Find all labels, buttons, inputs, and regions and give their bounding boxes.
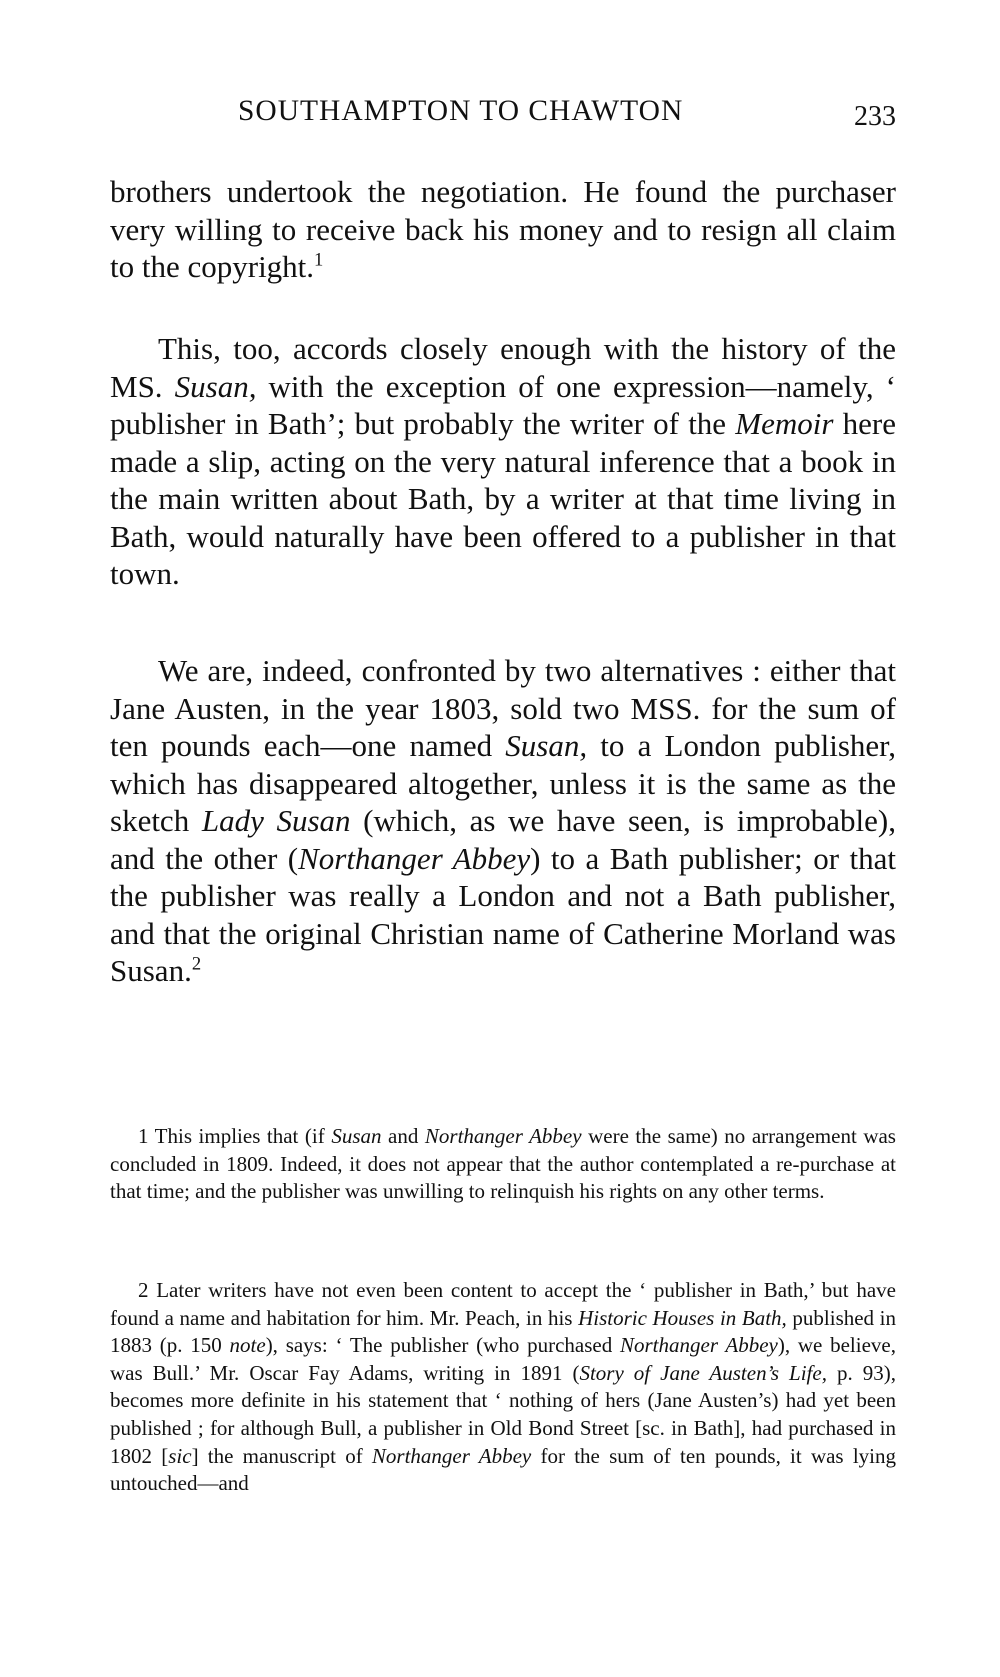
paragraph-2-text: This, too, accords closely enough with the history of the MS.: [110, 331, 896, 404]
title-historic-houses: Historic Houses in Bath,: [578, 1305, 787, 1330]
footnote-1-text: were the same) no arrangement was concluded in 1809. Indeed, it does not appear that the author contemplated a re-purchase at that time; and the publisher was unwilling to relinquish his rights on any other terms.: [110, 1124, 896, 1204]
title-susan: Susan: [331, 1124, 382, 1148]
title-story-of-jane-austen: Story of Jane Austen’s Life,: [579, 1360, 827, 1385]
footnote-1: [110, 1123, 896, 1206]
title-memoir: Memoir: [735, 406, 834, 441]
paragraph-3-text: to a London publisher, which has disappeared altogether, unless it is the same as the sketch: [110, 728, 896, 838]
footnote-marker-2: 2: [138, 1278, 149, 1302]
footnote-2-text: Later writers have not even been content to accept the ‘ publisher in Bath,’ but have found a name and habitation for him. Mr. Peach, in his: [110, 1278, 896, 1330]
paragraph-3-text: ) to a Bath publisher; or that the publisher was really a London and not a Bath publisher, and that the original Christian name of Catherine Morland was Susan.: [110, 840, 896, 988]
title-susan: Susan,: [174, 368, 257, 404]
footnote-1-text: and: [381, 1124, 425, 1148]
title-susan: Susan,: [505, 728, 588, 763]
paragraph-2-text: here made a slip, acting on the very natural inference that a book in the main written about Bath, by a writer at that time living in Bath, would naturally have been offered to a publisher in that town.: [110, 406, 896, 591]
footnote-2-text: for the sum of ten pounds, it was lying untouched—and: [110, 1443, 897, 1496]
footnote-2-text: ), says: ‘ The publisher (who purchased: [265, 1333, 620, 1358]
footnote-2-text: published in 1883 (p. 150: [110, 1305, 896, 1358]
title-lady-susan: Lady Susan: [201, 803, 351, 838]
page-number: 233: [854, 101, 896, 132]
paragraph-2: [110, 330, 896, 593]
paragraph-3: [110, 652, 896, 990]
paragraph-1: [110, 173, 896, 286]
footnote-1-text: This implies that (if: [148, 1124, 332, 1148]
running-title: SOUTHAMPTON TO CHAWTON: [238, 95, 684, 127]
footnote-ref-1: 1: [314, 249, 324, 271]
paragraph-1-text: brothers undertook the negotiation. He found the purchaser very willing to receive back his money and to resign all claim to the copyright.: [110, 174, 896, 284]
footnote-ref-2: 2: [191, 953, 202, 975]
footnote-marker-1: 1: [138, 1124, 149, 1148]
footnote-2: [110, 1277, 896, 1498]
title-northanger-abbey: Northanger Abbey: [371, 1443, 532, 1468]
title-northanger-abbey: Northanger Abbey: [298, 840, 531, 876]
footnote-2-text: ), we believe, was Bull.’ Mr. Oscar Fay Adams, writing in 1891 (: [110, 1333, 896, 1385]
paragraph-3-text: We are, indeed, confronted by two alternatives : either that Jane Austen, in the year 1803, sold two MSS. for the sum of ten pounds each—one named: [110, 653, 896, 763]
word-sic: sic: [168, 1443, 192, 1468]
footnote-2-text: p. 93), becomes more definite in his statement that ‘ nothing of hers (Jane Austen’s) had yet been published ; for although Bull, a publisher in Old Bond Street [sc. in Bath], had purchased in 1802 [: [110, 1360, 896, 1468]
footnote-2-text: ] the manuscript of: [191, 1443, 372, 1468]
paragraph-3-text: (which, as we have seen, is improbable), and the other (: [110, 803, 896, 876]
title-northanger-abbey: Northanger Abbey: [619, 1333, 778, 1358]
paragraph-2-text: with the exception of one expression—namely, ‘ publisher in Bath’; but probably the writer of the: [110, 368, 896, 441]
title-northanger-abbey: Northanger Abbey: [424, 1124, 582, 1148]
running-header: [110, 95, 896, 135]
word-note: note: [229, 1333, 266, 1358]
